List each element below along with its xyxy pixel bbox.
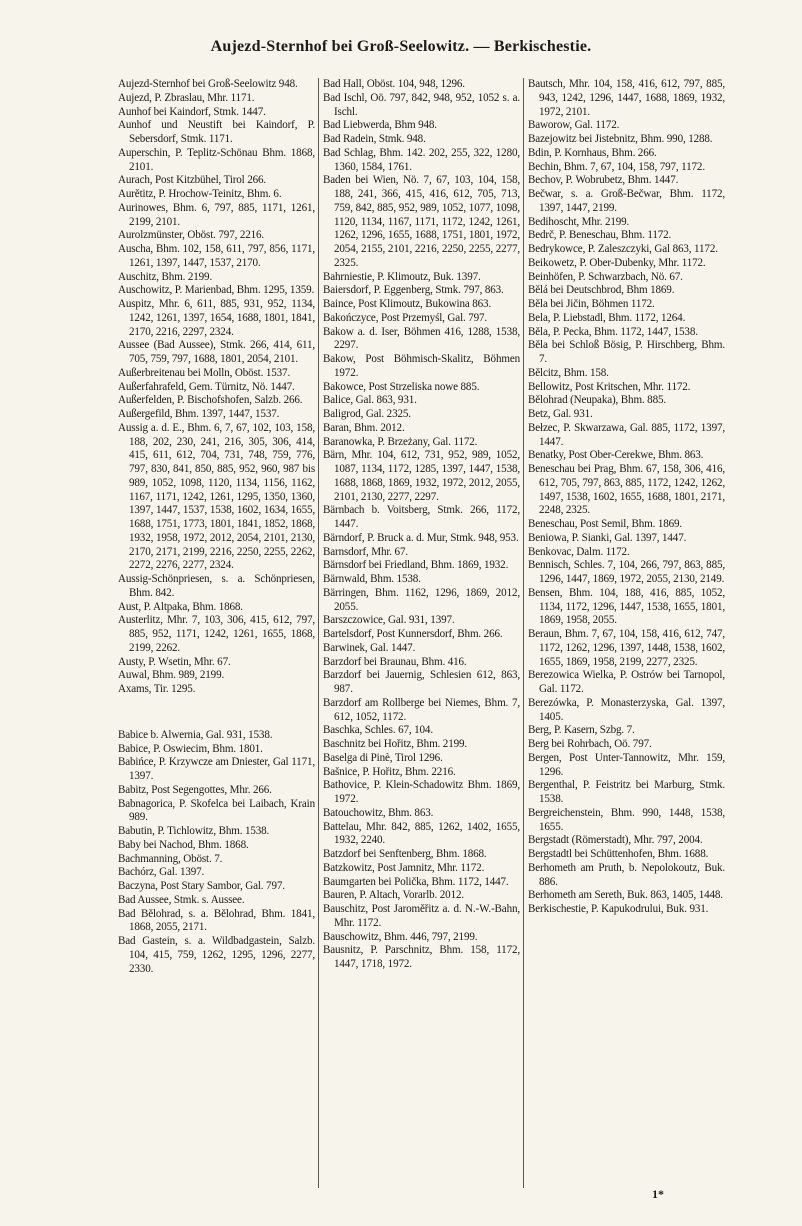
directory-entry: Bergenthal, P. Feistritz bei Marburg, Stmk. 1538. (528, 779, 725, 805)
column-1 (118, 78, 315, 1188)
directory-entry: Beneschau, Post Semil, Bhm. 1869. (528, 518, 683, 530)
directory-entry: Auperschin, P. Teplitz-Schönau Bhm. 1868, 2101. (118, 146, 315, 173)
directory-entry: Bad Radein, Stmk. 948. (323, 133, 426, 145)
directory-entry: Berhometh am Pruth, b. Nepolokoutz, Buk. 886. (528, 861, 725, 888)
directory-entry: Babice, P. Oswiecim, Bhm. 1801. (118, 742, 263, 755)
directory-entry: Auwal, Bhm. 989, 2199. (118, 669, 225, 682)
directory-entry: Bahrniestie, P. Klimoutz, Buk. 1397. (323, 270, 481, 283)
directory-entry: Außerbreitenau bei Molln, Oböst. 1537. (118, 366, 291, 379)
directory-entry: Auschowitz, P. Marienbad, Bhm. 1295, 1359. (118, 284, 315, 297)
directory-entry: Bennisch, Schles. 7, 104, 266, 797, 863, 885, 1296, 1447, 1869, 1972, 2055, 2130, 2149. (528, 559, 725, 585)
directory-entry: Beraun, Bhm. 7, 67, 104, 158, 416, 612, 747, 1172, 1262, 1296, 1397, 1448, 1538, 1602, 1655, 1869, 1958, 2199, 2277, 2325. (528, 628, 725, 668)
directory-entry: Aujezd-Sternhof bei Groß-Seelowitz 948. (118, 78, 298, 90)
directory-entry: Beniowa, P. Sianki, Gal. 1397, 1447. (528, 531, 687, 544)
directory-entry: Bärn, Mhr. 104, 612, 731, 952, 989, 1052, 1087, 1134, 1172, 1285, 1397, 1447, 1538, 1688, 1868, 1869, 1932, 1972, 2012, 2055, 2101, 2130, 2277, 2297. (323, 449, 520, 503)
directory-entry: Benatky, Post Ober-Cerekwe, Bhm. 863. (528, 449, 704, 462)
directory-entry: Bauschowitz, Bhm. 446, 797, 2199. (323, 930, 478, 943)
directory-entry: Babitz, Post Segengottes, Mhr. 266. (118, 783, 272, 796)
directory-entry: Běla, P. Pecka, Bhm. 1172, 1447, 1538. (528, 325, 698, 338)
directory-entry: Babice b. Alwernia, Gal. 931, 1538. (118, 728, 273, 741)
directory-entry: Bärnwald, Bhm. 1538. (323, 573, 421, 585)
directory-entry: Bečwar, s. a. Groß-Bečwar, Bhm. 1172, 1397, 1447, 2199. (528, 188, 725, 214)
directory-entry: Bauren, P. Altach, Vorarlb. 2012. (323, 889, 465, 902)
directory-entry: Aurětitz, P. Hrochow-Teinitz, Bhm. 6. (118, 188, 282, 200)
directory-entry: Betz, Gal. 931. (528, 408, 593, 420)
directory-entry: Aurolzmünster, Oböst. 797, 2216. (118, 229, 265, 242)
directory-entry: Berg, P. Kasern, Szbg. 7. (528, 724, 635, 737)
directory-entry: Barzdorf bei Jauernig, Schlesien 612, 863, 987. (323, 669, 520, 695)
directory-entry: Bělcitz, Bhm. 158. (528, 366, 609, 379)
directory-entry: Battelau, Mhr. 842, 885, 1262, 1402, 1655, 1932, 2240. (323, 820, 520, 847)
directory-columns (118, 78, 726, 1188)
directory-entry: Aunhof bei Kaindorf, Stmk. 1447. (118, 105, 266, 118)
directory-entry: Baby bei Nachod, Bhm. 1868. (118, 838, 249, 851)
directory-entry: Bazejowitz bei Jistebnitz, Bhm. 990, 1288. (528, 133, 713, 145)
directory-entry: Barzdorf am Rollberge bei Niemes, Bhm. 7, 612, 1052, 1172. (323, 696, 520, 723)
directory-entry: Babutin, P. Tichlowitz, Bhm. 1538. (118, 825, 270, 838)
directory-entry: Auscha, Bhm. 102, 158, 611, 797, 856, 1171, 1261, 1397, 1447, 1537, 2170. (118, 243, 315, 269)
directory-entry: Berezowica Wielka, P. Ostrów bei Tarnopol, Gal. 1172. (528, 669, 725, 695)
directory-entry: Bärnbach b. Voitsberg, Stmk. 266, 1172, 1447. (323, 504, 520, 530)
directory-entry: Benkovac, Dalm. 1172. (528, 545, 630, 558)
directory-entry: Bełzec, P. Skwarzawa, Gal. 885, 1172, 1397, 1447. (528, 421, 725, 448)
directory-entry: Bad Hall, Oböst. 104, 948, 1296. (323, 78, 465, 90)
directory-entry: Barnsdorf, Mhr. 67. (323, 545, 408, 558)
directory-entry: Batzkowitz, Post Jamnitz, Mhr. 1172. (323, 861, 485, 874)
directory-entry: Austerlitz, Mhr. 7, 103, 306, 415, 612, 797, 885, 952, 1171, 1242, 1261, 1655, 1868, 2199, 2262. (118, 614, 315, 654)
directory-entry: Baiersdorf, P. Eggenberg, Stmk. 797, 863. (323, 284, 504, 297)
directory-entry: Bakow, Post Böhmisch-Skalitz, Böhmen 1972. (323, 353, 520, 379)
directory-entry: Barzdorf bei Braunau, Bhm. 416. (323, 655, 467, 668)
directory-entry: Bechov, P. Wobrubetz, Bhm. 1447. (528, 174, 679, 187)
directory-entry: Bellowitz, Post Kritschen, Mhr. 1172. (528, 380, 691, 393)
directory-entry: Berkischestie, P. Kapukodrului, Buk. 931. (528, 903, 709, 915)
directory-entry: Bärndorf, P. Bruck a. d. Mur, Stmk. 948, 953. (323, 531, 519, 544)
directory-entry: Berg bei Rohrbach, Oö. 797. (528, 738, 652, 750)
column-2 (323, 78, 520, 1188)
directory-entry: Bergstadtl bei Schüttenhofen, Bhm. 1688. (528, 848, 709, 860)
directory-entry: Aussig-Schönpriesen, s. a. Schönpriesen, Bhm. 842. (118, 573, 315, 599)
directory-entry: Axams, Tir. 1295. (118, 683, 196, 695)
directory-entry: Aussig a. d. E., Bhm. 6, 7, 67, 102, 103, 158, 188, 202, 230, 241, 216, 305, 306, 414, 415, 611, 612, 704, 731, 748, 759, 776, 797, 830, 841, 850, 885, 952, 960, 987 bis 989, 1052, 1098, 1120, 1134, 1156, 1162, 1167, 1171, 1242, 1261, 1295, 1350, 1360, 1397, 1447, 1537, 1538, 1602, 1634, 1655, 1688, 1751, 1773, 1801, 1841, 1852, 1868, 1932, 1958, 1972, 2012, 2054, 2101, 2130, 2170, 2171, 2199, 2216, 2250, 2255, 2262, 2272, 2276, 2277, 2324. (118, 421, 315, 572)
directory-entry: Bechin, Bhm. 7, 67, 104, 158, 797, 1172. (528, 160, 705, 173)
directory-entry: Bad Bělohrad, s. a. Bělohrad, Bhm. 1841, 1868, 2055, 2171. (118, 907, 315, 934)
directory-entry: Baworow, Gal. 1172. (528, 119, 620, 132)
directory-entry: Bad Gastein, s. a. Wildbadgastein, Salzb. 104, 415, 759, 1262, 1295, 1296, 2277, 2330. (118, 935, 315, 975)
directory-entry: Außerfelden, P. Bischofshofen, Salzb. 266. (118, 394, 303, 407)
directory-entry: Baselga di Pinè, Tirol 1296. (323, 751, 443, 764)
directory-entry: Bergen, Post Unter-Tannowitz, Mhr. 159, 1296. (528, 751, 725, 778)
page-header: Aujezd-Sternhof bei Groß-Seelowitz. — Berkischestie. (210, 38, 592, 55)
directory-entry: Bedrč, P. Beneschau, Bhm. 1172. (528, 229, 672, 242)
directory-entry: Bad Schlag, Bhm. 142. 202, 255, 322, 1280, 1360, 1584, 1761. (323, 146, 520, 173)
directory-entry: Auschitz, Bhm. 2199. (118, 270, 213, 283)
directory-entry: Beikowetz, P. Ober-Dubenky, Mhr. 1172. (528, 256, 706, 269)
directory-entry: Bdin, P. Kornhaus, Bhm. 266. (528, 146, 657, 159)
directory-entry: Bausnitz, P. Parschnitz, Bhm. 158, 1172, 1447, 1718, 1972. (323, 944, 520, 970)
directory-entry: Baschnitz bei Hořitz, Bhm. 2199. (323, 738, 468, 750)
directory-entry: Bathovice, P. Klein-Schadowitz Bhm. 1869, 1972. (323, 779, 520, 805)
directory-entry: Außergefild, Bhm. 1397, 1447, 1537. (118, 408, 280, 420)
directory-entry: Aust, P. Altpaka, Bhm. 1868. (118, 600, 243, 613)
directory-entry: Bensen, Bhm. 104, 188, 416, 885, 1052, 1134, 1172, 1296, 1447, 1538, 1655, 1801, 1869, 1958, 2055. (528, 586, 725, 627)
column-divider (523, 78, 524, 1188)
directory-entry: Bärnsdorf bei Friedland, Bhm. 1869, 1932. (323, 559, 509, 572)
directory-entry: Baince, Post Klimoutz, Bukowina 863. (323, 298, 492, 310)
column-3 (528, 78, 725, 1188)
directory-entry: Auspitz, Mhr. 6, 611, 885, 931, 952, 1134, 1242, 1261, 1397, 1654, 1688, 1801, 1841, 2170, 2216, 2297, 2324. (118, 298, 315, 338)
directory-entry: Bela, P. Liebstadl, Bhm. 1172, 1264. (528, 311, 686, 324)
directory-entry: Barwinek, Gal. 1447. (323, 641, 416, 654)
directory-entry: Barszczowice, Gal. 931, 1397. (323, 614, 455, 627)
column-divider (318, 78, 319, 1188)
directory-entry: Bärringen, Bhm. 1162, 1296, 1869, 2012, 2055. (323, 586, 520, 613)
directory-entry: Bad Aussee, Stmk. s. Aussee. (118, 893, 245, 906)
directory-entry: Bakowce, Post Strzeliska nowe 885. (323, 380, 480, 393)
directory-entry: Aunhof und Neustift bei Kaindorf, P. Sebersdorf, Stmk. 1171. (118, 119, 315, 145)
directory-entry: Baschka, Schles. 67, 104. (323, 724, 433, 737)
directory-entry: Außerfahrafeld, Gem. Türnitz, Nö. 1447. (118, 380, 295, 393)
directory-entry: Babińce, P. Krzywcze am Dniester, Gal 1171, 1397. (118, 756, 315, 783)
directory-entry: Berezówka, P. Monasterzyska, Gal. 1397, 1405. (528, 696, 725, 723)
directory-entry: Běla bei Schloß Bösig, P. Hirschberg, Bhm. 7. (528, 339, 725, 365)
directory-entry: Bakończyce, Post Przemyśl, Gal. 797. (323, 311, 488, 324)
directory-entry: Babnagorica, P. Skofelca bei Laibach, Krain 989. (118, 797, 315, 824)
directory-entry: Bad Ischl, Oö. 797, 842, 948, 952, 1052 s. a. Ischl. (323, 91, 520, 118)
page-signature: 1* (652, 1187, 664, 1201)
directory-entry: Bedihoscht, Mhr. 2199. (528, 215, 630, 228)
directory-entry: Batouchowitz, Bhm. 863. (323, 806, 434, 819)
directory-entry: Bakow a. d. Iser, Böhmen 416, 1288, 1538, 2297. (323, 325, 520, 352)
directory-entry: Baczyna, Post Stary Sambor, Gal. 797. (118, 880, 285, 893)
directory-entry: Bělohrad (Neupaka), Bhm. 885. (528, 394, 666, 407)
directory-entry: Aussee (Bad Aussee), Stmk. 266, 414, 611, 705, 759, 797, 1688, 1801, 2054, 2101. (118, 339, 315, 365)
directory-entry: Batzdorf bei Senftenberg, Bhm. 1868. (323, 848, 487, 860)
directory-entry: Bašnice, P. Hořitz, Bhm. 2216. (323, 765, 456, 778)
directory-entry: Austy, P. Wsetin, Mhr. 67. (118, 655, 231, 668)
directory-entry: Baranowka, P. Brzeżany, Gal. 1172. (323, 435, 478, 448)
directory-entry: Bergstadt (Römerstadt), Mhr. 797, 2004. (528, 834, 703, 847)
directory-entry: Bauschitz, Post Jaroměřitz a. d. N.-W.-Bahn, Mhr. 1172. (323, 903, 520, 929)
directory-entry: Baden bei Wien, Nö. 7, 67, 103, 104, 158, 188, 241, 366, 415, 416, 612, 705, 713, 759, 842, 885, 952, 989, 1052, 1077, 1098, 1120, 1134, 1167, 1171, 1172, 1242, 1261, 1262, 1296, 1655, 1688, 1751, 1801, 1972, 2054, 2155, 2101, 2216, 2250, 2255, 2277, 2325. (323, 174, 520, 269)
directory-entry: Bělá bei Deutschbrod, Bhm 1869. (528, 284, 675, 297)
section-gap (118, 708, 315, 718)
directory-entry: Bachmanning, Oböst. 7. (118, 852, 223, 865)
directory-entry: Baumgarten bei Polička, Bhm. 1172, 1447. (323, 875, 509, 888)
directory-entry: Bachórz, Gal. 1397. (118, 866, 205, 879)
directory-entry: Bedrykowce, P. Zaleszczyki, Gal 863, 1172. (528, 243, 718, 255)
directory-entry: Beneschau bei Prag, Bhm. 67, 158, 306, 416, 612, 705, 797, 863, 885, 1172, 1242, 1262, 1497, 1538, 1602, 1655, 1688, 1801, 2171, 2248, 2325. (528, 463, 725, 517)
directory-entry: Baligrod, Gal. 2325. (323, 408, 411, 420)
directory-entry: Baran, Bhm. 2012. (323, 421, 405, 434)
directory-entry: Bergreichenstein, Bhm. 990, 1448, 1538, 1655. (528, 806, 725, 833)
directory-entry: Beinhöfen, P. Schwarzbach, Nö. 67. (528, 270, 683, 283)
directory-entry: Aurach, Post Kitzbühel, Tirol 266. (118, 174, 267, 187)
directory-entry: Bad Liebwerda, Bhm 948. (323, 119, 437, 132)
directory-entry: Aujezd, P. Zbraslau, Mhr. 1171. (118, 91, 255, 104)
directory-entry: Bartelsdorf, Post Kunnersdorf, Bhm. 266. (323, 628, 503, 640)
directory-entry: Berhometh am Sereth, Buk. 863, 1405, 1448. (528, 889, 723, 902)
directory-entry: Aurinowes, Bhm. 6, 797, 885, 1171, 1261, 2199, 2101. (118, 201, 315, 228)
directory-entry: Běla bei Jičin, Böhmen 1172. (528, 298, 655, 310)
directory-entry: Bautsch, Mhr. 104, 158, 416, 612, 797, 885, 943, 1242, 1296, 1447, 1688, 1869, 1932, 1972, 2101. (528, 78, 725, 118)
directory-entry: Balice, Gal. 863, 931. (323, 394, 417, 407)
